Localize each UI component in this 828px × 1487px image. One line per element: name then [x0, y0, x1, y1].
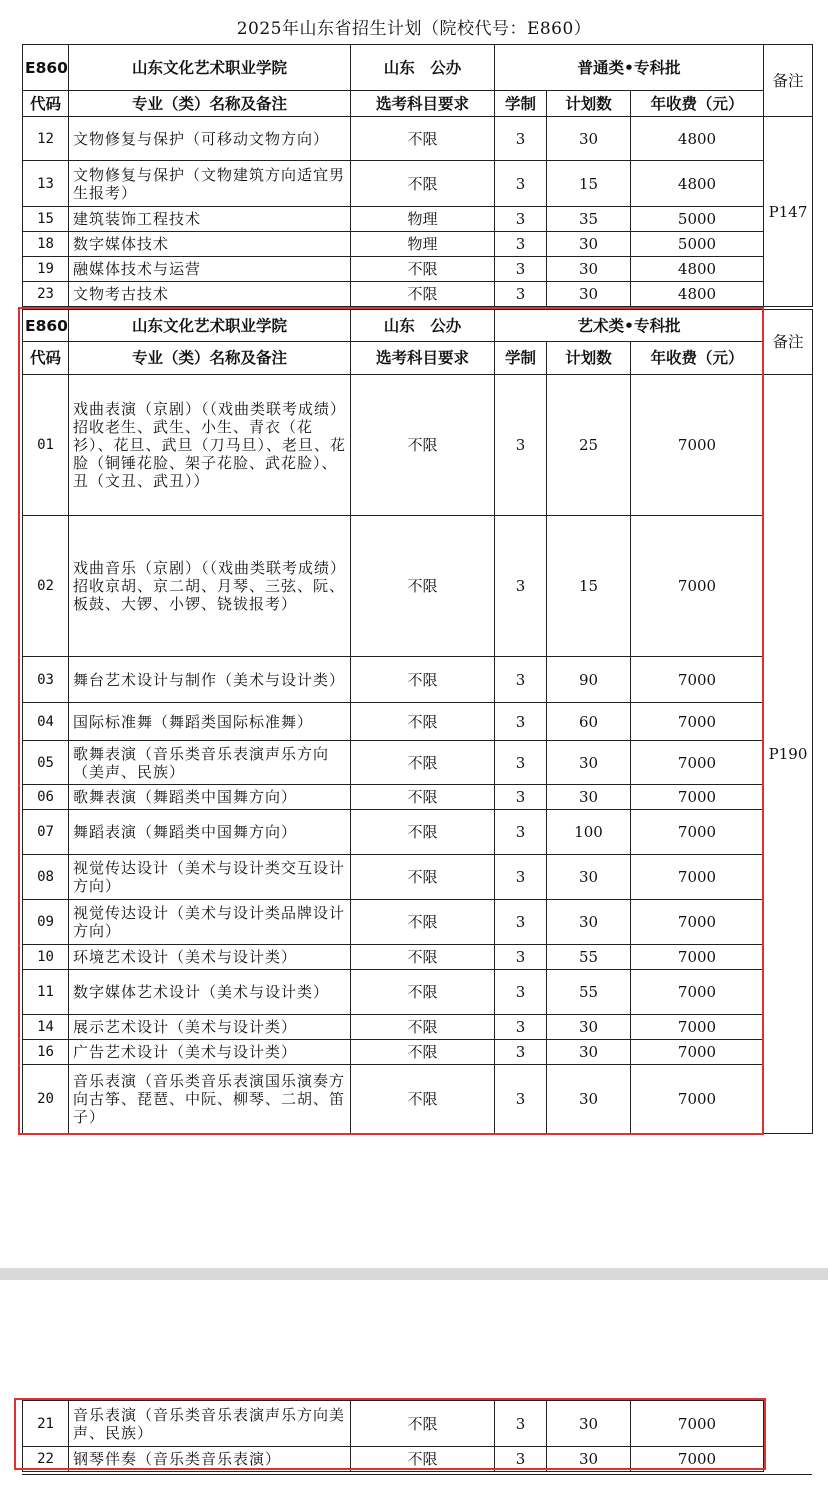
remark-page: P147: [764, 117, 813, 307]
annual-fee: 7000: [631, 1065, 764, 1134]
annual-fee: 7000: [631, 810, 764, 855]
table-row: [23, 117, 813, 161]
major-code: 06: [23, 785, 69, 810]
plan-count: 30: [547, 1065, 631, 1134]
table-row: [23, 375, 813, 516]
subject-requirement: 不限: [351, 703, 495, 741]
major-name: 舞台艺术设计与制作（美术与设计类）: [69, 657, 351, 703]
major-code: 05: [23, 741, 69, 785]
study-years: 3: [495, 900, 547, 945]
study-years: 3: [495, 1401, 547, 1447]
subject-requirement: 不限: [351, 117, 495, 161]
plan-count: 100: [547, 810, 631, 855]
major-name: 舞蹈表演（舞蹈类中国舞方向）: [69, 810, 351, 855]
subject-requirement: 不限: [351, 1015, 495, 1040]
plan-count: 30: [547, 855, 631, 900]
plan-count: 15: [547, 161, 631, 207]
major-code: 04: [23, 703, 69, 741]
col-years: 学制: [495, 342, 547, 375]
annual-fee: 7000: [631, 516, 764, 657]
study-years: 3: [495, 855, 547, 900]
table-row: [23, 282, 813, 307]
major-code: 13: [23, 161, 69, 207]
subject-requirement: 不限: [351, 1447, 495, 1472]
major-code: 10: [23, 945, 69, 970]
major-code: 23: [23, 282, 69, 307]
subject-requirement: 不限: [351, 257, 495, 282]
study-years: 3: [495, 810, 547, 855]
col-code: 代码: [23, 91, 69, 117]
annual-fee: 5000: [631, 232, 764, 257]
subject-requirement: 不限: [351, 657, 495, 703]
annual-fee: 7000: [631, 1040, 764, 1065]
study-years: 3: [495, 741, 547, 785]
col-code: 代码: [23, 342, 69, 375]
major-code: 08: [23, 855, 69, 900]
category-label: 艺术类•专科批: [495, 310, 764, 342]
annual-fee: 7000: [631, 1447, 764, 1472]
plan-count: 25: [547, 375, 631, 516]
school-location: 山东 公办: [351, 310, 495, 342]
remark-header: 备注: [764, 45, 813, 117]
table-row: [23, 970, 813, 1015]
table-row: [23, 900, 813, 945]
next-table-edge: [22, 1474, 812, 1487]
plan-count: 30: [547, 785, 631, 810]
major-name: 融媒体技术与运营: [69, 257, 351, 282]
major-code: 14: [23, 1015, 69, 1040]
study-years: 3: [495, 1447, 547, 1472]
plan-count: 30: [547, 900, 631, 945]
table-row: [23, 703, 813, 741]
major-code: 12: [23, 117, 69, 161]
subject-requirement: 不限: [351, 161, 495, 207]
major-name: 数字媒体技术: [69, 232, 351, 257]
major-code: 09: [23, 900, 69, 945]
col-name: 专业（类）名称及备注: [69, 342, 351, 375]
subject-requirement: 不限: [351, 516, 495, 657]
remark-page: P190: [764, 375, 813, 1134]
plan-count: 90: [547, 657, 631, 703]
subject-requirement: 不限: [351, 900, 495, 945]
major-code: 18: [23, 232, 69, 257]
major-code: 02: [23, 516, 69, 657]
plan-count: 30: [547, 282, 631, 307]
study-years: 3: [495, 970, 547, 1015]
annual-fee: 7000: [631, 900, 764, 945]
plan-count: 60: [547, 703, 631, 741]
plan-count: 55: [547, 945, 631, 970]
subject-requirement: 物理: [351, 207, 495, 232]
major-name: 建筑装饰工程技术: [69, 207, 351, 232]
annual-fee: 4800: [631, 282, 764, 307]
study-years: 3: [495, 282, 547, 307]
table-row: [23, 657, 813, 703]
annual-fee: 7000: [631, 741, 764, 785]
table-row: [23, 232, 813, 257]
plan-count: 35: [547, 207, 631, 232]
plan-count: 30: [547, 741, 631, 785]
table-row: [23, 207, 813, 232]
major-name: 展示艺术设计（美术与设计类）: [69, 1015, 351, 1040]
col-plan: 计划数: [547, 91, 631, 117]
annual-fee: 7000: [631, 1401, 764, 1447]
column-header-row: [23, 91, 813, 117]
annual-fee: 4800: [631, 117, 764, 161]
annual-fee: 5000: [631, 207, 764, 232]
table-row: [23, 1040, 813, 1065]
table-row: [23, 516, 813, 657]
major-code: 19: [23, 257, 69, 282]
major-name: 钢琴伴奏（音乐类音乐表演）: [69, 1447, 351, 1472]
study-years: 3: [495, 161, 547, 207]
page-title: 2025年山东省招生计划（院校代号：E860）: [236, 19, 592, 39]
major-code: 21: [23, 1401, 69, 1447]
subject-requirement: 不限: [351, 785, 495, 810]
col-name: 专业（类）名称及备注: [69, 91, 351, 117]
subject-requirement: 不限: [351, 741, 495, 785]
major-name: 戏曲音乐（京剧）（（戏曲类联考成绩）招收京胡、京二胡、月琴、三弦、阮、板鼓、大锣、小锣、铙钹报考）: [69, 516, 351, 657]
art-plan-table-continued: [22, 1400, 813, 1472]
subject-requirement: 不限: [351, 282, 495, 307]
major-code: 20: [23, 1065, 69, 1134]
school-code: E860: [23, 45, 69, 91]
annual-fee: 7000: [631, 375, 764, 516]
major-code: 01: [23, 375, 69, 516]
remark-empty: [764, 1401, 813, 1447]
page-separator: [0, 1268, 828, 1280]
major-name: 歌舞表演（音乐类音乐表演声乐方向（美声、民族）: [69, 741, 351, 785]
study-years: 3: [495, 1040, 547, 1065]
subject-requirement: 不限: [351, 375, 495, 516]
study-years: 3: [495, 1065, 547, 1134]
subject-requirement: 不限: [351, 1401, 495, 1447]
annual-fee: 4800: [631, 257, 764, 282]
major-name: 数字媒体艺术设计（美术与设计类）: [69, 970, 351, 1015]
study-years: 3: [495, 117, 547, 161]
table-row: [23, 1065, 813, 1134]
study-years: 3: [495, 375, 547, 516]
column-header-row: [23, 342, 813, 375]
annual-fee: 4800: [631, 161, 764, 207]
table-row: [23, 855, 813, 900]
plan-count: 30: [547, 232, 631, 257]
major-name: 音乐表演（音乐类音乐表演声乐方向美声、民族）: [69, 1401, 351, 1447]
major-name: 环境艺术设计（美术与设计类）: [69, 945, 351, 970]
table-row: [23, 1447, 813, 1472]
study-years: 3: [495, 257, 547, 282]
study-years: 3: [495, 232, 547, 257]
study-years: 3: [495, 703, 547, 741]
plan-count: 15: [547, 516, 631, 657]
remark-header: 备注: [764, 310, 813, 375]
table-row: [23, 810, 813, 855]
study-years: 3: [495, 207, 547, 232]
plan-count: 30: [547, 1015, 631, 1040]
major-name: 戏曲表演（京剧）（（戏曲类联考成绩）招收老生、武生、小生、青衣（花衫）、花旦、武旦（刀马旦）、老旦、花脸（铜锤花脸、架子花脸、武花脸）、丑（文丑、武丑））: [69, 375, 351, 516]
table-row: [23, 945, 813, 970]
plan-count: 30: [547, 117, 631, 161]
annual-fee: 7000: [631, 657, 764, 703]
subject-requirement: 物理: [351, 232, 495, 257]
major-name: 视觉传达设计（美术与设计类交互设计方向）: [69, 855, 351, 900]
school-header-row: [23, 310, 813, 342]
study-years: 3: [495, 945, 547, 970]
col-years: 学制: [495, 91, 547, 117]
annual-fee: 7000: [631, 703, 764, 741]
col-subjects: 选考科目要求: [351, 342, 495, 375]
art-plan-table: [22, 309, 813, 1134]
subject-requirement: 不限: [351, 855, 495, 900]
major-code: 11: [23, 970, 69, 1015]
major-name: 国际标准舞（舞蹈类国际标准舞）: [69, 703, 351, 741]
study-years: 3: [495, 657, 547, 703]
school-name: 山东文化艺术职业学院: [69, 310, 351, 342]
col-subjects: 选考科目要求: [351, 91, 495, 117]
plan-count: 30: [547, 1447, 631, 1472]
study-years: 3: [495, 785, 547, 810]
col-fee: 年收费（元）: [631, 91, 764, 117]
table-row: [23, 1015, 813, 1040]
major-code: 16: [23, 1040, 69, 1065]
subject-requirement: 不限: [351, 945, 495, 970]
major-name: 广告艺术设计（美术与设计类）: [69, 1040, 351, 1065]
plan-count: 55: [547, 970, 631, 1015]
subject-requirement: 不限: [351, 970, 495, 1015]
plan-count: 30: [547, 1401, 631, 1447]
table-row: [23, 1401, 813, 1447]
major-name: 音乐表演（音乐类音乐表演国乐演奏方向古筝、琵琶、中阮、柳琴、二胡、笛子）: [69, 1065, 351, 1134]
annual-fee: 7000: [631, 1015, 764, 1040]
plan-count: 30: [547, 257, 631, 282]
school-location: 山东 公办: [351, 45, 495, 91]
subject-requirement: 不限: [351, 1065, 495, 1134]
remark-empty: [764, 1447, 813, 1472]
table-row: [23, 741, 813, 785]
major-name: 文物考古技术: [69, 282, 351, 307]
major-name: 文物修复与保护（可移动文物方向）: [69, 117, 351, 161]
col-fee: 年收费（元）: [631, 342, 764, 375]
school-name: 山东文化艺术职业学院: [69, 45, 351, 91]
study-years: 3: [495, 516, 547, 657]
subject-requirement: 不限: [351, 1040, 495, 1065]
category-label: 普通类•专科批: [495, 45, 764, 91]
annual-fee: 7000: [631, 785, 764, 810]
plan-count: 30: [547, 1040, 631, 1065]
major-name: 文物修复与保护（文物建筑方向适宜男生报考）: [69, 161, 351, 207]
school-code: E860: [23, 310, 69, 342]
table-row: [23, 785, 813, 810]
major-code: 07: [23, 810, 69, 855]
general-plan-table: [22, 44, 813, 307]
major-code: 03: [23, 657, 69, 703]
annual-fee: 7000: [631, 970, 764, 1015]
school-header-row: [23, 45, 813, 91]
study-years: 3: [495, 1015, 547, 1040]
annual-fee: 7000: [631, 855, 764, 900]
table-row: [23, 257, 813, 282]
subject-requirement: 不限: [351, 810, 495, 855]
annual-fee: 7000: [631, 945, 764, 970]
major-code: 15: [23, 207, 69, 232]
major-name: 歌舞表演（舞蹈类中国舞方向）: [69, 785, 351, 810]
major-name: 视觉传达设计（美术与设计类品牌设计方向）: [69, 900, 351, 945]
major-code: 22: [23, 1447, 69, 1472]
col-plan: 计划数: [547, 342, 631, 375]
table-row: [23, 161, 813, 207]
